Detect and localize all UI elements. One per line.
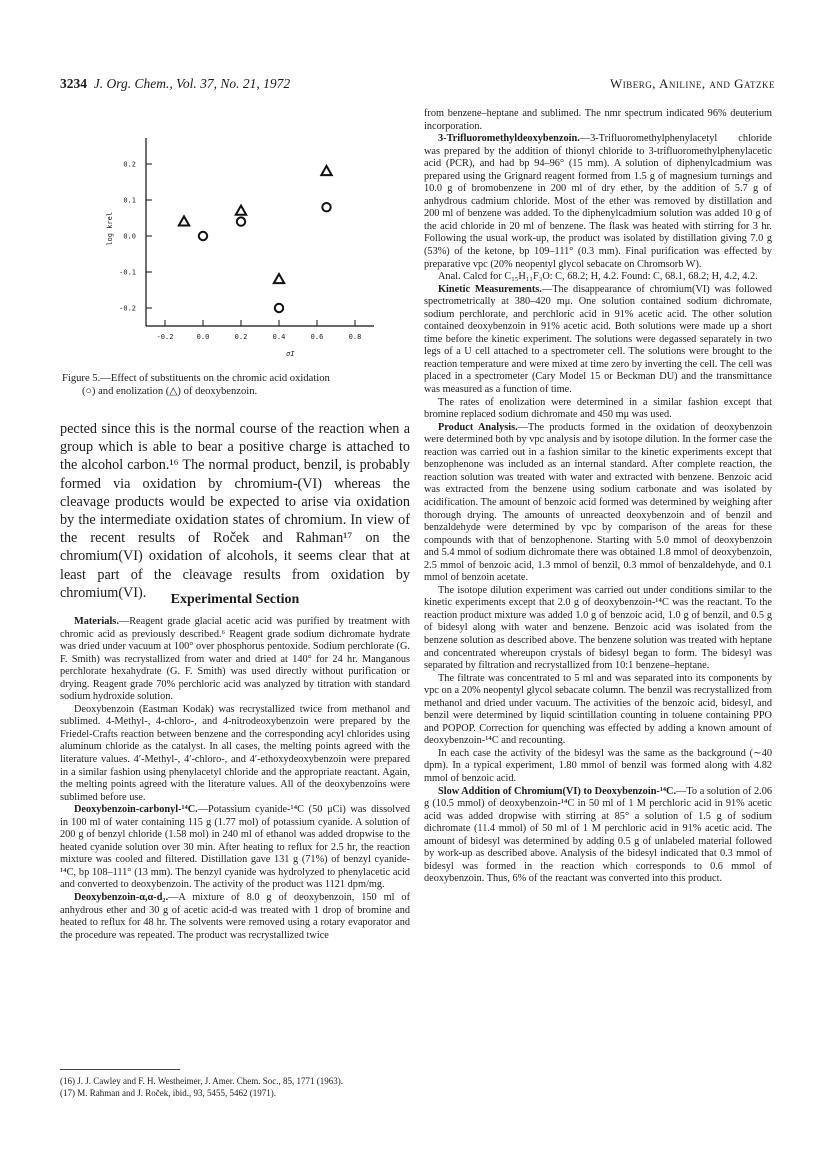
journal-citation: J. Org. Chem., Vol. 37, No. 21, 1972 xyxy=(93,76,291,91)
paragraph-text: In each case the activity of the bidesyl was the same as the background (∼40 dpm). In a typical experiment, 1.80 mmol of benzil was formed along with 4.82 mmol of benzoic acid. xyxy=(424,747,772,784)
x-tick-label: 0.8 xyxy=(348,333,362,341)
right-column-paragraph xyxy=(424,673,772,748)
circle-marker-point xyxy=(199,232,207,240)
paragraph-text: —Potassium cyanide-¹⁴C (50 μCi) was dissolved in 100 ml of water containing 115 g (1.77 mol) of potassium cyanide. A solution of 200 g of benzyl chloride (1.58 mol) in 240 ml of ethanol was added dropwise to the heated cyanide solution over 30 min. After heating to reflux for 2.5 hr, the reaction mixture was cooled and filtered. Distillation gave 131 g (71%) of benzyl cyanide-¹⁴C, bp 108–111° (13 mm). The benzyl cyanide was hydrolyzed to phenylacetic acid and converted to deoxybenzoin. The activity of the product was 1121 dpm/mg. xyxy=(60,804,410,891)
paragraph-text: —The disappearance of chromium(VI) was followed spectrometrically at 380–420 mμ. One solution contained sodium dichromate, sodium perchlorate, and perchloric acid in 91% acetic acid. The other solution contained deoxybenzoin in 91% acetic acid. Both solutions were made up a short time before the kinetic experiment. The solutions were degassed separately in two legs of a U cell attached to a spectrometer cell. The solutions were brought to the reaction temperature and were mixed at time zero by inverting the cell. The cell was placed in a spectrometer (Cary Model 15 or Beckman DU) and the transmittance was measured as a function of time. xyxy=(424,283,772,396)
paragraph-text: The rates of enolization were determined in a similar fashion except that bromine replaced sodium dichromate and 450 mμ was used. xyxy=(424,396,772,421)
y-axis-label: log krel xyxy=(106,211,114,246)
discussion-paragraph xyxy=(60,420,410,602)
y-tick-label: 0.1 xyxy=(123,196,136,205)
paragraph-text: —A mixture of 8.0 g of deoxybenzoin, 150 ml of anhydrous ether and 30 g of acetic acid-d was treated with 1 drop of bromine and heated to reflux for 48 hr. The solvents were removed using a rotary evaporator and the procedure was repeated. The product was recrystallized twice xyxy=(60,892,410,941)
paragraph-text: Anal. Calcd for C₁₅H₁₁F₃O: C, 68.2; H, 4.2. Found: C, 68.1, 68.2; H, 4.2, 4.2. xyxy=(438,271,758,283)
y-tick-label: 0.0 xyxy=(123,232,136,241)
right-column-paragraph xyxy=(424,133,772,271)
x-axis-label: σI xyxy=(286,350,295,358)
paragraph-text: The isotope dilution experiment was carried out under conditions similar to the kinetic experiments except that 2.0 g of deoxybenzoin-¹⁴C was the reactant. To the reaction product mixture was added 1.0 g of benzoic acid, 1.0 g of benzil, and 0.5 g of bidesyl along with water and benzene. Benzoic acid was isolated from the benzene solution as described above. The benzene solution was treated with heptane and concentrated whereupon crystals of bidesyl began to form. The bidesyl was separated by filtration and recrystallized from 10:1 benzene–heptane. xyxy=(424,584,772,672)
paragraph-text: Deoxybenzoin (Eastman Kodak) was recrystallized twice from methanol and sublimed. 4-Methyl-, 4-chloro-, and 4-nitrodeoxybenzoin were prepared by the Friedel-Crafts reaction between benzene and the corresponding acyl chlorides using aluminum chloride as the catalyst. In all cases, the melting points agreed with the literature values. 4′-Methyl-, 4′-chloro-, and 4′-ethoxydeoxybenzoin were prepared in a similar fashion using phenylacetyl chloride and the appropriate reactant. Again, the melting points agreed with the literature values. All of the deoxybenzoins were sublimed before use. xyxy=(60,703,410,803)
caption-line-1: Figure 5.—Effect of substituents on the chromic acid oxidation xyxy=(62,373,330,384)
right-column xyxy=(424,108,772,886)
run-in-heading: Product Analysis. xyxy=(438,421,518,433)
page-number: 3234 xyxy=(60,76,87,91)
x-tick-label: 0.6 xyxy=(310,333,324,341)
footnote-rule xyxy=(60,1069,180,1070)
right-column-paragraph xyxy=(424,284,772,397)
circle-marker-point xyxy=(237,217,245,225)
x-tick-label: 0.4 xyxy=(272,333,286,341)
figure-caption xyxy=(62,372,406,398)
y-tick-label: 0.2 xyxy=(123,160,136,169)
run-in-heading: Slow Addition of Chromium(VI) to Deoxybenzoin-¹⁴C. xyxy=(438,785,677,797)
paragraph-text: —3-Trifluoromethylphenylacetyl chloride was prepared by the addition of thionyl chloride to 3-trifluoromethylphenylacetic acid (PCR), and had bp 94–96° (15 mm). A solution of diphenylcadmium was prepared using the Grignard reagent formed from 1.5 g of magnesium turnings and 10.0 g of bromobenzene in 200 ml of dry ether, by the addition of 5.7 g of anhydrous cadmium chloride. Most of the ether was removed by distillation and 200 ml of benzene was added. To the diphenylcadmium solution was added 10 g of the acid chloride in 20 ml of benzene. The flask was heated with stirring for 3 hr. Following the usual work-up, the product was isolated by distillation giving 7.0 g (53%) of the ketone, bp 109–111° (0.3 mm). Final purification was effected by preparative vpc (20% neopentyl glycol sebacate on Chromsorb W). xyxy=(424,133,772,270)
x-tick-label: -0.2 xyxy=(156,333,174,341)
run-in-heading: Deoxybenzoin-carbonyl-¹⁴C. xyxy=(74,804,198,816)
paragraph-text: from benzene–heptane and sublimed. The nmr spectrum indicated 96% deuterium incorporation. xyxy=(424,108,772,132)
right-column-paragraph xyxy=(424,422,772,585)
running-header-authors: Wiberg, Aniline, and Gatzke xyxy=(609,76,775,91)
figure-5-scatter-plot xyxy=(60,108,380,358)
section-title: Experimental Section xyxy=(170,592,300,607)
running-header-left xyxy=(60,76,290,92)
discussion-text: pected since this is the normal course of the reaction when a group which is able to bear a positive charge is attached to the alcohol carbon.¹⁶ The normal product, benzil, is probably formed via oxidation by chromium-(VI) whereas the cleavage products would be expected to arise via oxidation by the intermediate oxidation states of chromium. In view of the recent results of Roček and Rahman¹⁷ on the chromium(VI) oxidation of alcohols, it seems clear that at least part of the cleavage results from oxidation by chromium(VI). xyxy=(60,421,410,601)
footnote-17: (17) M. Rahman and J. Roček, ibid., 93, 5455, 5462 (1971). xyxy=(60,1087,276,1098)
left-column-paragraph xyxy=(60,704,410,804)
footnote-16: (16) J. J. Cawley and F. H. Westheimer, J. Amer. Chem. Soc., 85, 1771 (1963). xyxy=(60,1076,343,1086)
paragraph-text: The filtrate was concentrated to 5 ml and was separated into its components by vpc on a 20% neopentyl glycol sebacate column. The benzil was recrystallized from methanol and dried under vacuum. The activities of the benzoic acid, bidesyl, and benzil were determined by liquid scintillation counting in toluene containing PPO and POPOP. Correction for quenching was effected by adding a known amount of deoxybenzoin-¹⁴C and recounting. xyxy=(424,672,772,747)
triangle-marker-point xyxy=(179,216,189,225)
circle-marker-point xyxy=(322,203,330,211)
y-tick-label: -0.2 xyxy=(119,304,136,313)
run-in-heading: Deoxybenzoin-α,α-d₂. xyxy=(74,892,169,904)
caption-line-2: (○) and enolization (△) of deoxybenzoin. xyxy=(82,386,258,397)
paragraph-text: —Reagent grade glacial acetic acid was purified by treatment with chromic acid as previously described.⁶ Reagent grade sodium dichromate hydrate was dried under vacuum at 100° over phosphorus pentoxide. Sodium perchlorate (G. F. Smith) was recrystallized from water and dried at 140° for 24 hr. Manganous perchlorate hexahydrate (G. F. Smith) was used directly without purification or drying. Reagent grade 70% perchloric acid was analyzed by titration with standard sodium hydroxide solution. xyxy=(60,616,410,703)
paragraph-text: —To a solution of 2.06 g (10.5 mmol) of deoxybenzoin-¹⁴C in 50 ml of 1 M perchloric acid in 91% acetic acid was added dropwise with stirring at 85° a solution of 1.5 g of sodium dichromate (11.4 mmol) of 50 ml of 1 M perchloric acid in 91% acetic acid. The amount of bidesyl was determined by adding 0.5 g of unlabeled material followed by work-up as described above. Analysis of the bidesyl indicated that 0.3 mmol of bidesyl was formed in the reaction which corresponds to 0.6 mmol of deoxybenzoin. Thus, 6% of the reactant was converted into this product. xyxy=(424,785,772,885)
paragraph-text: —The products formed in the oxidation of deoxybenzoin were determined both by vpc analysis and by isotope dilution. In the former case the reaction was carried out in a fashion similar to the kinetic experiments except that benzophenone was included as an internal standard. After complete reaction, the reaction solution was treated with water and extracted with benzene. Benzoic acid was extracted from the benzene using sodium carbonate and was isolated by acidification. The amount of benzoic acid formed was determined by weighing after thorough drying. The amounts of unreacted deoxybenzoin and of benzil and benzaldehyde were determined by vpc by comparison of the areas for these compounds with that of benzophenone. Starting with 5.0 mmol of deoxybenzoin and 5.4 mmol of sodium dichromate there was obtained 1.8 mmol of deoxybenzoin, 2.5 mmol of benzoic acid, 1.3 mmol of benzil, 0.3 mmol of benzaldehyde, and 0.1 mmol of benzoin acetate. xyxy=(424,421,772,584)
footnotes xyxy=(60,1076,410,1099)
circle-marker-point xyxy=(275,304,283,312)
right-column-paragraph xyxy=(424,271,772,284)
right-column-paragraph xyxy=(424,397,772,422)
x-tick-label: 0.2 xyxy=(234,333,248,341)
left-column xyxy=(60,616,410,942)
run-in-heading: Materials. xyxy=(74,616,119,627)
left-column-paragraph xyxy=(60,804,410,892)
left-column-paragraph xyxy=(60,616,410,704)
run-in-heading: Kinetic Measurements. xyxy=(438,283,542,295)
triangle-marker-point xyxy=(274,274,284,283)
right-column-paragraph xyxy=(424,748,772,786)
right-column-paragraph xyxy=(424,585,772,673)
run-in-heading: 3-Trifluoromethyldeoxybenzoin. xyxy=(438,133,580,145)
x-tick-label: 0.0 xyxy=(196,333,210,341)
right-column-paragraph xyxy=(424,786,772,886)
y-tick-label: -0.1 xyxy=(119,268,136,277)
left-column-paragraph xyxy=(60,892,410,942)
triangle-marker-point xyxy=(236,206,246,215)
right-column-paragraph xyxy=(424,108,772,133)
triangle-marker-point xyxy=(321,166,331,175)
